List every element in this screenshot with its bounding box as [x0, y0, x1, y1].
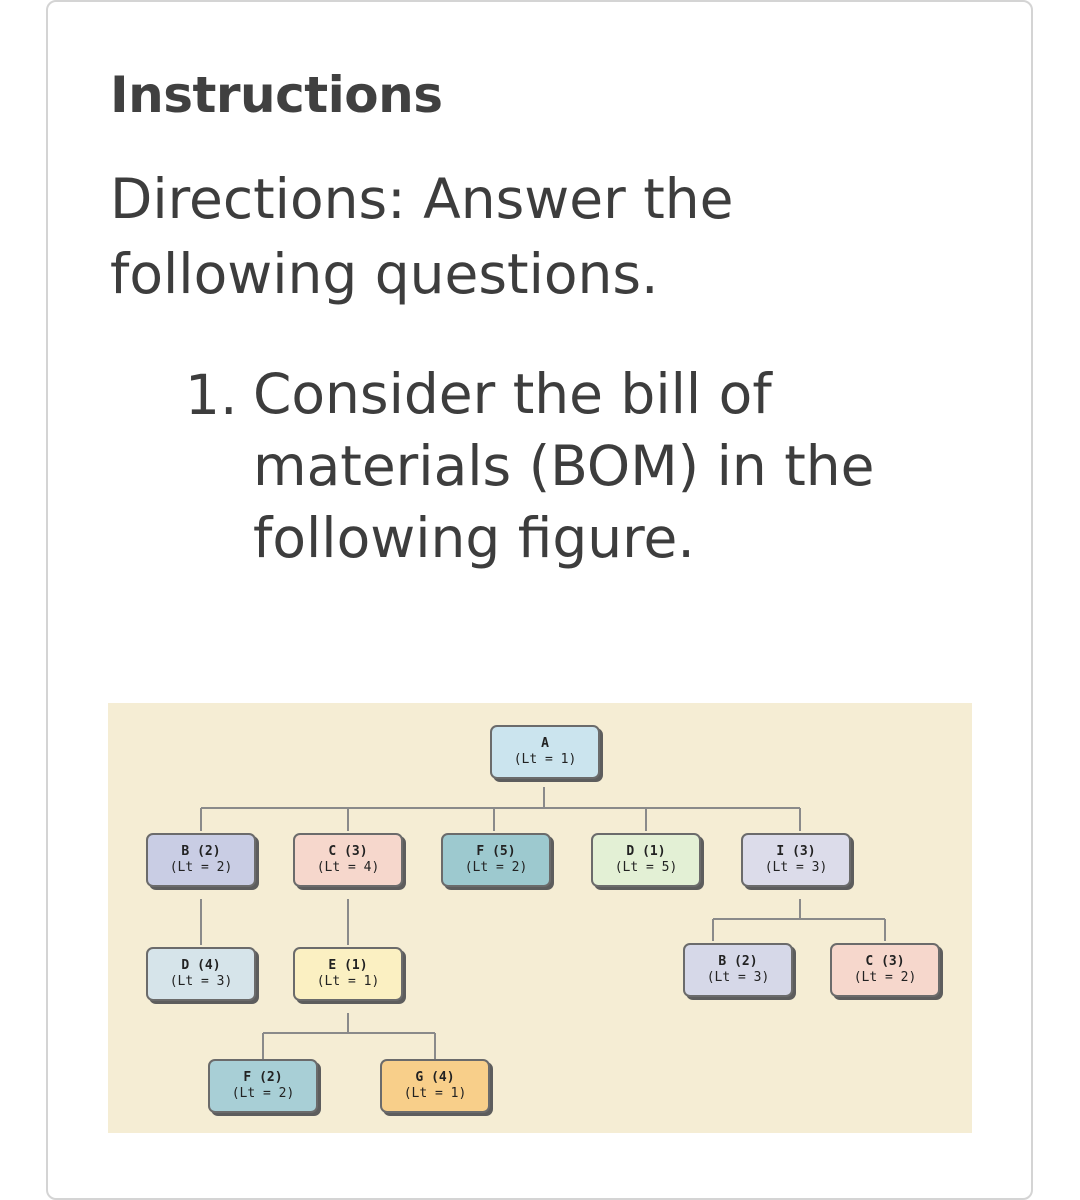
- bom-node-lead-time: (Lt = 1): [403, 1086, 467, 1101]
- bom-node-f2: [208, 1059, 318, 1113]
- instructions-heading: Instructions: [110, 66, 443, 124]
- bom-node-e: [293, 947, 403, 1001]
- bom-node-lead-time: (Lt = 4): [316, 860, 380, 875]
- directions-text: Directions: Answer the following questions.: [110, 167, 734, 306]
- bom-node-name: F (5): [476, 844, 516, 859]
- question-number: 1.: [185, 363, 238, 427]
- bom-figure: [108, 703, 972, 1133]
- bom-node-c1: [293, 833, 403, 887]
- bom-node-name: D (1): [626, 844, 666, 859]
- bom-node-name: C (3): [865, 954, 905, 969]
- question-text: Consider the bill of materials (BOM) in the following figure.: [253, 362, 875, 570]
- bom-node-name: C (3): [328, 844, 368, 859]
- bom-node-i: [741, 833, 851, 887]
- bom-node-lead-time: (Lt = 1): [316, 974, 380, 989]
- bom-node-lead-time: (Lt = 2): [169, 860, 233, 875]
- bom-node-b2: [683, 943, 793, 997]
- bom-node-lead-time: (Lt = 2): [853, 970, 917, 985]
- bom-node-name: B (2): [181, 844, 221, 859]
- bom-node-d1: [591, 833, 701, 887]
- bom-node-name: D (4): [181, 958, 221, 973]
- bom-node-a: [490, 725, 600, 779]
- bom-node-lead-time: (Lt = 3): [764, 860, 828, 875]
- bom-node-d2: [146, 947, 256, 1001]
- bom-node-name: G (4): [415, 1070, 455, 1085]
- bom-node-lead-time: (Lt = 5): [614, 860, 678, 875]
- bom-node-lead-time: (Lt = 3): [169, 974, 233, 989]
- bom-node-lead-time: (Lt = 2): [231, 1086, 295, 1101]
- bom-node-b1: [146, 833, 256, 887]
- bom-node-c2: [830, 943, 940, 997]
- bom-node-name: F (2): [243, 1070, 283, 1085]
- bom-node-lead-time: (Lt = 1): [513, 752, 577, 767]
- bom-node-g: [380, 1059, 490, 1113]
- bom-node-lead-time: (Lt = 2): [464, 860, 528, 875]
- bom-node-lead-time: (Lt = 3): [706, 970, 770, 985]
- bom-node-name: E (1): [328, 958, 368, 973]
- bom-node-f1: [441, 833, 551, 887]
- bom-node-name: B (2): [718, 954, 758, 969]
- bom-node-name: I (3): [776, 844, 816, 859]
- bom-node-name: A: [541, 736, 549, 751]
